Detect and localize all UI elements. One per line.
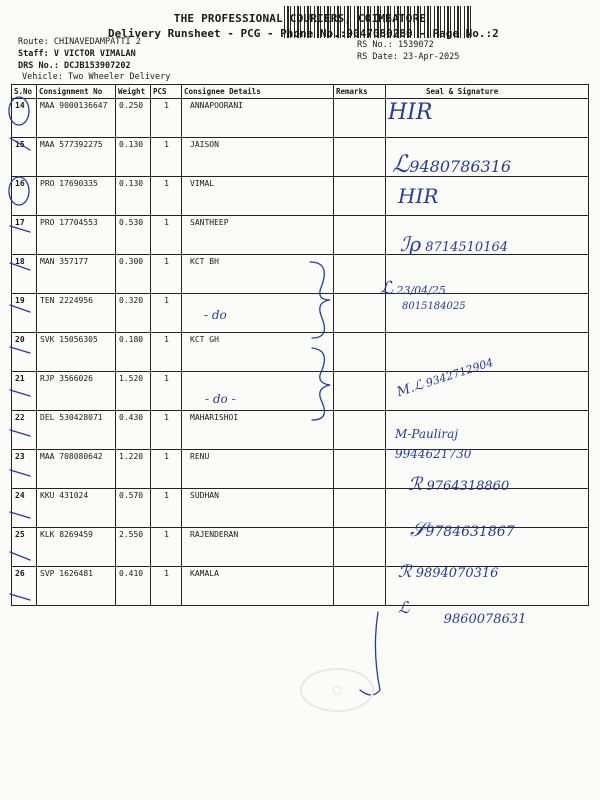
cell-consignment-no: SVP 1626481 [37, 567, 116, 606]
cell-sno: 14 [12, 99, 37, 138]
cell-remarks [334, 216, 386, 255]
signature-17: ℐρ 8714510164 [400, 232, 509, 256]
cell-remarks [334, 489, 386, 528]
col-header-signature: Seal & Signature [386, 85, 589, 99]
cell-consignment-no: KLK 8269459 [37, 528, 116, 567]
cell-sno: 16 [12, 177, 37, 216]
cell-remarks [334, 567, 386, 606]
cell-remarks [334, 294, 386, 333]
col-header-sno: S.No [12, 85, 37, 99]
cell-weight: 0.410 [116, 567, 151, 606]
col-header-consignee: Consignee Details [182, 85, 334, 99]
cell-consignee: KCT GH [182, 333, 334, 372]
signature-21: M.ℒ 9342712904 [395, 355, 495, 401]
cell-pcs: 1 [151, 489, 182, 528]
signature-25: ℛ 9894070316 [398, 562, 499, 582]
cell-consignee: ANNAPOORANI [182, 99, 334, 138]
cell-pcs: 1 [151, 99, 182, 138]
cell-weight: 0.250 [116, 99, 151, 138]
cell-consignment-no: SVK 15056305 [37, 333, 116, 372]
cell-weight: 0.180 [116, 333, 151, 372]
cell-weight: 1.520 [116, 372, 151, 411]
cell-weight: 0.130 [116, 177, 151, 216]
table-row [12, 255, 589, 294]
ditto-mark-19: - do [204, 308, 227, 322]
cell-consignee: MAHARISHOI [182, 411, 334, 450]
page-title: THE PROFESSIONAL COURIERS, COIMBATORE [173, 12, 427, 25]
col-header-weight: Weight [116, 85, 151, 99]
cell-sno: 18 [12, 255, 37, 294]
cell-sno: 22 [12, 411, 37, 450]
signature-16: HIR [398, 184, 439, 208]
cell-pcs: 1 [151, 333, 182, 372]
cell-consignee: RENU [182, 450, 334, 489]
rs-date-label: RS Date: 23-Apr-2025 [357, 52, 460, 62]
cell-consignment-no: MAA 577392275 [37, 138, 116, 177]
cell-sno: 25 [12, 528, 37, 567]
signature-15: ℒ9480786316 [392, 150, 512, 178]
table-row [12, 99, 589, 138]
rs-no-label: RS No.: 1539072 [357, 40, 434, 50]
table-row [12, 333, 589, 372]
cell-consignment-no: DEL 530428071 [37, 411, 116, 450]
cell-consignment-no: PRO 17704553 [37, 216, 116, 255]
cell-weight: 0.300 [116, 255, 151, 294]
cell-remarks [334, 138, 386, 177]
vehicle-label: Vehicle: Two Wheeler Delivery [22, 72, 171, 82]
cell-consignee: KCT BH [182, 255, 334, 294]
cell-sno: 26 [12, 567, 37, 606]
cell-sno: 23 [12, 450, 37, 489]
cell-pcs: 1 [151, 528, 182, 567]
signature-26: ℒ 9860078631 [398, 598, 527, 627]
col-header-consignment: Consignment No [37, 85, 116, 99]
signature-14: HIR [388, 100, 433, 125]
staff-label: Staff: V VICTOR VIMALAN [18, 49, 136, 59]
cell-pcs: 1 [151, 450, 182, 489]
col-header-pcs: PCS [151, 85, 182, 99]
cell-consignee: SUDHAN [182, 489, 334, 528]
cell-weight: 0.570 [116, 489, 151, 528]
cell-consignment-no: RJP 3566026 [37, 372, 116, 411]
table-row [12, 177, 589, 216]
cell-pcs: 1 [151, 177, 182, 216]
cell-consignee: SANTHEEP [182, 216, 334, 255]
cell-remarks [334, 450, 386, 489]
cell-remarks [334, 177, 386, 216]
signature-23: ℛ 9764318860 [408, 474, 510, 495]
cell-remarks [334, 411, 386, 450]
table-row [12, 294, 589, 333]
cell-consignment-no: TEN 2224956 [37, 294, 116, 333]
page-subtitle: Delivery Runsheet - PCG - Phone No.:9047080280 - Page No.:2 [108, 27, 499, 40]
cell-pcs: 1 [151, 216, 182, 255]
signature-19: ℒ 23/04/25 8015184025 [380, 278, 466, 312]
cell-consignee: RAJENDERAN [182, 528, 334, 567]
cell-remarks [334, 255, 386, 294]
route-label: Route: CHINAVEDAMPATTI 2 [18, 37, 141, 47]
cell-consignee: JAISON [182, 138, 334, 177]
drs-label: DRS No.: DCJB153907202 [18, 61, 131, 71]
cell-weight: 0.320 [116, 294, 151, 333]
cell-consignment-no: PRO 17690335 [37, 177, 116, 216]
cell-remarks [334, 333, 386, 372]
cell-pcs: 1 [151, 255, 182, 294]
cell-consignee: VIMAL [182, 177, 334, 216]
signature-24: 𝒮9784631867 [410, 517, 515, 541]
cell-sno: 21 [12, 372, 37, 411]
cell-sno: 15 [12, 138, 37, 177]
cell-pcs: 1 [151, 138, 182, 177]
table-header-row [12, 85, 589, 99]
table-row [12, 372, 589, 411]
cell-consignment-no: MAA 9000136647 [37, 99, 116, 138]
ditto-mark-21: - do - [205, 392, 236, 406]
cell-sno: 17 [12, 216, 37, 255]
cell-sno: 20 [12, 333, 37, 372]
cell-weight: 0.530 [116, 216, 151, 255]
cell-sno: 24 [12, 489, 37, 528]
cell-pcs: 1 [151, 294, 182, 333]
col-header-remarks: Remarks [334, 85, 386, 99]
cell-sno: 19 [12, 294, 37, 333]
cell-weight: 0.130 [116, 138, 151, 177]
table-row [12, 411, 589, 450]
cell-weight: 2.550 [116, 528, 151, 567]
cell-pcs: 1 [151, 411, 182, 450]
cell-remarks [334, 99, 386, 138]
cell-consignment-no: KKU 431024 [37, 489, 116, 528]
cell-weight: 0.430 [116, 411, 151, 450]
cell-consignee: KAMALA [182, 567, 334, 606]
faint-seal-stamp: ◯ [300, 668, 374, 712]
cell-consignment-no: MAN 357177 [37, 255, 116, 294]
signature-22: M-Pauliraj 9944621730 [395, 427, 472, 461]
cell-pcs: 1 [151, 372, 182, 411]
cell-pcs: 1 [151, 567, 182, 606]
cell-remarks [334, 528, 386, 567]
cell-remarks [334, 372, 386, 411]
cell-weight: 1.220 [116, 450, 151, 489]
cell-consignment-no: MAA 708080642 [37, 450, 116, 489]
